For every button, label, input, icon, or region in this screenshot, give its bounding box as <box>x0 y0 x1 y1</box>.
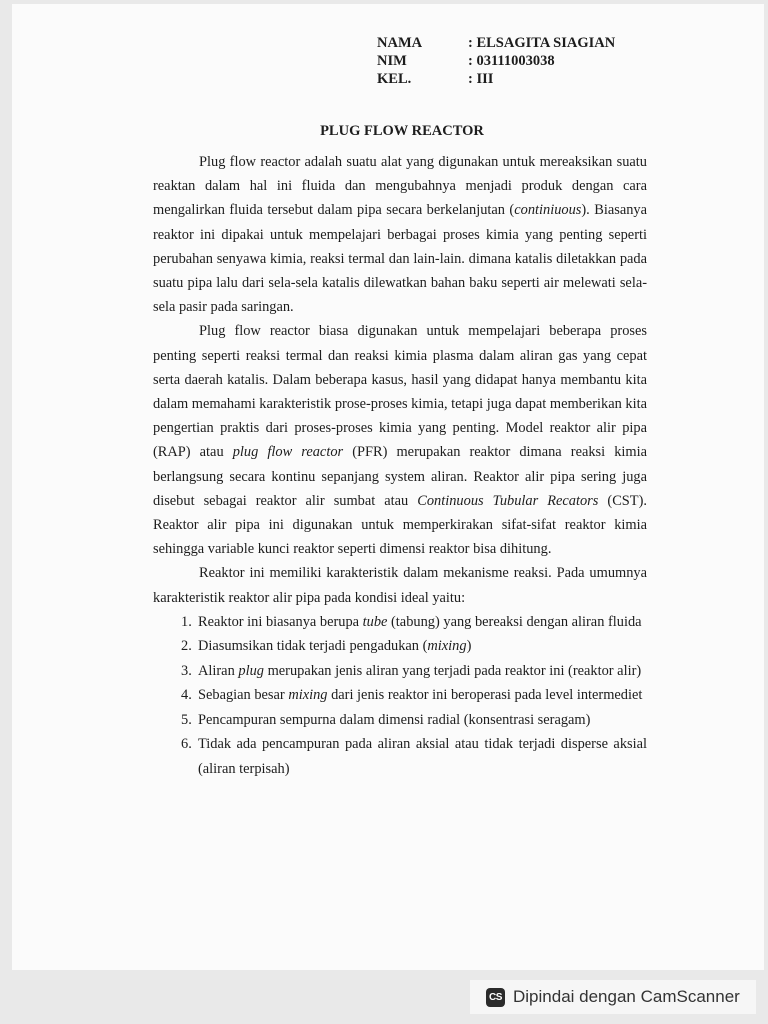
list-item <box>153 659 647 683</box>
paragraph <box>153 150 647 319</box>
text-run: (tabung) yang bereaksi dengan aliran fluida <box>387 613 642 630</box>
list-item <box>153 708 647 732</box>
info-value: : ELSAGITA SIAGIAN <box>468 35 616 51</box>
text-run: Reaktor ini memiliki karakteristik dalam mekanisme reaksi. Pada umumnya karakteristik reaktor alir pipa pada kondisi ideal yaitu: <box>153 565 647 606</box>
paragraph <box>153 561 647 609</box>
list-item <box>153 732 647 780</box>
italic-term: plug <box>238 662 264 679</box>
text-run: (PFR) merupakan reaktor dimana reaksi kimia berlangsung secara kontinu sepanjang system aliran. Reaktor alir pipa sering juga disebut sebagai reaktor alir sumbat atau <box>153 444 648 509</box>
italic-term: mixing <box>427 638 467 655</box>
characteristics-list <box>153 610 647 781</box>
text-run: ) <box>466 638 472 655</box>
text-run: ). Biasanya reaktor ini dipakai untuk mempelajari berbagai proses kimia yang penting seperti perubahan senyawa kimia, reaksi termal dan lain-lain. dimana katalis diletakkan pada suatu pipa lalu dari sela-sela katalis dilewatkan bahan baku seperti air melewati sela-sela pasir pada saringan. <box>153 202 647 316</box>
list-number: 6. <box>181 736 192 753</box>
text-run: dari jenis reaktor ini beroperasi pada level intermediet <box>327 687 643 704</box>
watermark-label: Dipindai dengan CamScanner <box>513 987 740 1006</box>
document-body <box>153 150 647 781</box>
info-label: KEL. <box>377 71 412 87</box>
text-run: Reaktor ini biasanya berupa <box>198 613 363 630</box>
text-run: Diasumsikan tidak terjadi pengadukan ( <box>198 638 428 655</box>
list-item <box>153 634 647 658</box>
info-value: : 03111003038 <box>468 53 555 69</box>
info-row-group <box>377 70 615 88</box>
list-number: 5. <box>181 711 192 728</box>
text-run: Pencampuran sempurna dalam dimensi radial (konsentrasi seragam) <box>198 711 591 728</box>
list-item <box>153 610 647 634</box>
italic-term: tube <box>362 613 388 630</box>
paragraph <box>153 319 647 561</box>
text-run: (CST). Reaktor alir pipa ini digunakan untuk memperkirakan sifat-sifat reaktor kimia sehingga variable kunci reaktor seperti dimensi reaktor bisa dihitung. <box>153 492 647 558</box>
list-number: 1. <box>181 613 192 630</box>
info-value: : III <box>468 71 494 87</box>
text-run: Sebagian besar <box>198 687 289 704</box>
info-label: NAMA <box>377 35 423 51</box>
list-number: 3. <box>181 662 192 679</box>
info-row-nim <box>377 52 615 70</box>
italic-term: Continuous Tubular Recators <box>417 492 599 509</box>
text-run: Plug flow reactor adalah suatu alat yang digunakan untuk mereaksikan suatu reaktan dalam hal ini fluida dan mengubahnya menjadi produk dengan cara mengalirkan fluida tersebut dalam pipa secara berkelanjutan ( <box>153 154 647 219</box>
info-row-name <box>377 34 615 52</box>
list-number: 2. <box>181 638 192 655</box>
italic-term: mixing <box>288 687 328 704</box>
student-info <box>377 34 615 88</box>
camscanner-logo-icon: CS <box>486 988 505 1007</box>
text-run: Plug flow reactor biasa digunakan untuk mempelajari beberapa proses penting seperti reaksi termal dan reaksi kimia plasma dalam aliran gas yang cepat serta daerah katalis. Dalam beberapa kasus, hasil yang didapat hanya membantu kita dalam memahami karakteristik prose-proses kimia, tetapi juga dapat memberikan kita pengertian praktis dari proses-proses kimia yang penting. Model reaktor alir pipa (RAP) atau <box>153 323 647 461</box>
list-item <box>153 683 647 707</box>
list-number: 4. <box>181 687 192 704</box>
italic-term: plug flow reactor <box>232 444 344 461</box>
text-run: merupakan jenis aliran yang terjadi pada reaktor ini (reaktor alir) <box>263 662 642 679</box>
italic-term: continiuous <box>514 202 582 219</box>
camscanner-watermark <box>470 980 756 1014</box>
text-run: Tidak ada pencampuran pada aliran aksial atau tidak terjadi disperse aksial (aliran terpisah) <box>198 736 647 777</box>
text-run: Aliran <box>198 662 239 679</box>
document-title: PLUG FLOW REACTOR <box>320 123 484 139</box>
info-label: NIM <box>377 53 407 69</box>
